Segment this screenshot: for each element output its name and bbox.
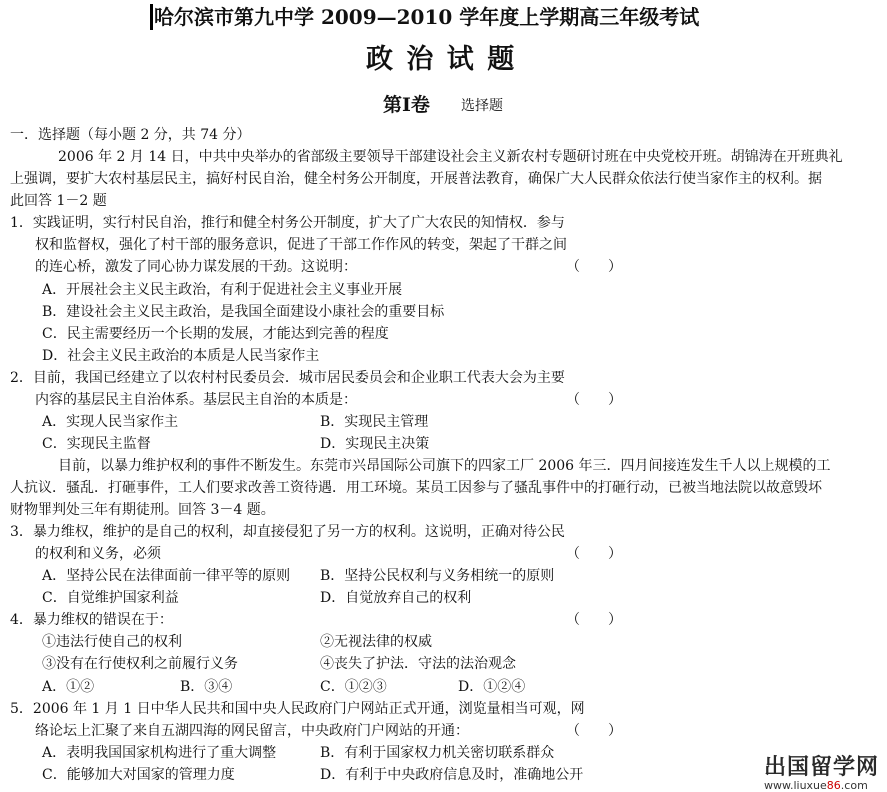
q4-option-c: C．①②③ <box>320 679 387 695</box>
q4-answer-paren: （ ） <box>566 612 622 628</box>
watermark-url-suffix: .com <box>840 779 868 792</box>
q1-stem-line: 1．实践证明，实行村民自治，推行和健全村务公开制度，扩大了广大农民的知情权．参与 <box>10 215 565 231</box>
q4-item-2: ②无视法律的权威 <box>320 634 432 650</box>
q1-answer-paren: （ ） <box>566 259 622 275</box>
q4-stem-line: 4．暴力维权的错误在于： <box>10 612 173 628</box>
q3-answer-paren: （ ） <box>566 546 622 562</box>
passage1-line: 此回答 1－2 题 <box>10 193 107 209</box>
q4-option-d: D．①②④ <box>458 679 526 695</box>
watermark-url-num: 86 <box>826 779 841 792</box>
q2-option-d: D．实现民主决策 <box>320 436 430 452</box>
q3-option-b: B．坚持公民权利与义务相统一的原则 <box>320 568 555 584</box>
q3-stem-line: 3．暴力维权，维护的是自己的权利，却直接侵犯了另一方的权利。这说明，正确对待公民 <box>10 524 565 540</box>
section-heading: 一．选择题（每小题 2 分，共 74 分） <box>10 127 251 143</box>
q5-stem-line: 5．2006 年 1 月 1 日中华人民共和国中央人民政府门户网站正式开通，浏览量相当可观，网 <box>10 701 585 717</box>
q2-answer-paren: （ ） <box>566 392 622 408</box>
passage2-line: 人抗议．骚乱．打砸事件，工人们要求改善工资待遇．用工环境。某员工因参与了骚乱事件中的打砸行动，已被当地法院以故意毁坏 <box>10 480 822 496</box>
q1-option-b: B．建设社会主义民主政治，是我国全面建设小康社会的重要目标 <box>42 304 445 320</box>
q4-option-b: B．③④ <box>180 679 233 695</box>
watermark <box>764 750 879 792</box>
subject-title: 政 治 试 题 <box>366 44 517 75</box>
q3-stem-line: 的权利和义务，必须 <box>35 546 161 562</box>
q2-option-b: B．实现民主管理 <box>320 414 429 430</box>
q4-option-a: A．①② <box>42 679 95 695</box>
q5-option-c: C．能够加大对国家的管理力度 <box>42 767 235 783</box>
header-left-bar <box>150 4 153 30</box>
q2-stem-line: 2．目前，我国已经建立了以农村村民委员会．城市居民委员会和企业职工代表大会为主要 <box>10 370 565 386</box>
q5-option-a: A．表明我国国家机构进行了重大调整 <box>42 745 277 761</box>
passage1-line: 2006 年 2 月 14 日，中共中央举办的省部级主要领导干部建设社会主义新农村专题研讨班在中央党校开班。胡锦涛在开班典礼 <box>58 149 843 165</box>
volume-subtitle: 选择题 <box>461 98 503 114</box>
passage2-line: 财物罪判处三年有期徒刑。回答 3－4 题。 <box>10 502 275 518</box>
q2-stem-line: 内容的基层民主自治体系。基层民主自治的本质是： <box>35 392 357 408</box>
q5-option-b: B．有利于国家权力机关密切联系群众 <box>320 745 555 761</box>
q4-item-3: ③没有在行使权利之前履行义务 <box>42 656 238 672</box>
q1-stem-line: 的连心桥，激发了同心协力谋发展的干劲。这说明： <box>35 259 357 275</box>
volume-label: 第Ⅰ卷 <box>383 94 430 116</box>
q3-option-a: A．坚持公民在法律面前一律平等的原则 <box>42 568 291 584</box>
watermark-url-prefix: www.liuxue <box>763 779 827 792</box>
q1-stem-line: 权和监督权，强化了村干部的服务意识，促进了干部工作作风的转变，架起了干群之间 <box>35 237 567 253</box>
q1-option-d: D．社会主义民主政治的本质是人民当家作主 <box>42 348 320 364</box>
q5-stem-line: 络论坛上汇聚了来自五湖四海的网民留言，中央政府门户网站的开通： <box>35 723 469 739</box>
q2-option-c: C．实现民主监督 <box>42 436 151 452</box>
watermark-brand: 出国留学网 <box>763 755 879 780</box>
q3-option-d: D．自觉放弃自己的权利 <box>320 590 472 606</box>
q5-answer-paren: （ ） <box>566 723 622 739</box>
q1-option-c: C．民主需要经历一个长期的发展，才能达到完善的程度 <box>42 326 389 342</box>
q4-item-4: ④丧失了护法．守法的法治观念 <box>320 656 516 672</box>
school-title: 哈尔滨市第九中学 2009—2010 学年度上学期高三年级考试 <box>154 5 700 29</box>
q2-option-a: A．实现人民当家作主 <box>42 414 179 430</box>
q4-item-1: ①违法行使自己的权利 <box>42 634 182 650</box>
q1-option-a: A．开展社会主义民主政治，有利于促进社会主义事业开展 <box>42 282 403 298</box>
watermark-url <box>764 779 879 792</box>
q5-option-d: D．有利于中央政府信息及时，准确地公开 <box>320 767 584 783</box>
passage1-line: 上强调，要扩大农村基层民主，搞好村民自治，健全村务公开制度，开展普法教育，确保广大人民群众依法行使当家作主的权利。据 <box>10 171 822 187</box>
q3-option-c: C．自觉维护国家利益 <box>42 590 179 606</box>
passage2-line: 目前，以暴力维护权利的事件不断发生。东莞市兴昂国际公司旗下的四家工厂 2006 年三．四月间接连发生千人以上规模的工 <box>58 458 831 474</box>
